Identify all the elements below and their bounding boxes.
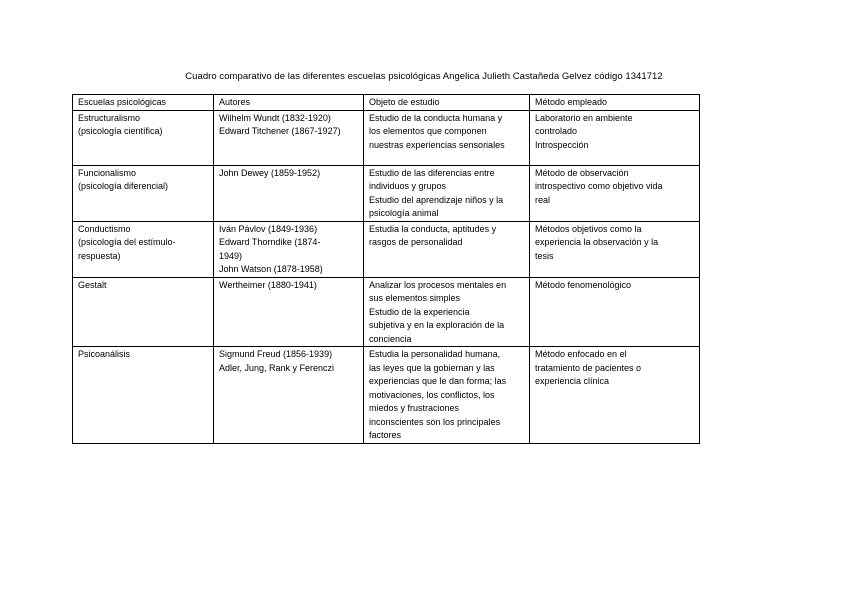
cell-line: Psicoanálisis <box>78 349 131 359</box>
cell-method <box>530 347 700 444</box>
cell-line: experiencia clínica <box>535 376 610 386</box>
cell-school <box>73 165 214 221</box>
comparison-table <box>72 94 700 444</box>
cell-school <box>73 277 214 347</box>
cell-line: Estudio de la conducta humana y <box>369 112 503 123</box>
cell-line: las leyes que la gobiernan y las <box>369 362 495 373</box>
cell-line: Estudio de la experiencia <box>369 306 470 317</box>
table-row <box>73 347 700 444</box>
header-cell-object <box>364 95 530 111</box>
table-row <box>73 110 700 165</box>
cell-line: Iván Pávlov (1849-1936) <box>219 223 318 234</box>
cell-line: introspectivo como objetivo vida <box>535 181 663 191</box>
cell-line: tratamiento de pacientes o <box>535 362 642 373</box>
cell-line: Método fenomenológico <box>535 279 632 290</box>
cell-line: Estudia la conducta, aptitudes y <box>369 223 497 234</box>
cell-line: Gestalt <box>78 279 107 290</box>
cell-line: psicología animal <box>369 208 439 218</box>
cell-line: Introspección <box>535 139 589 150</box>
cell-line: subjetiva y en la exploración de la <box>369 320 505 330</box>
cell-authors <box>214 347 364 444</box>
cell-school <box>73 110 214 165</box>
cell-line: Funcionalismo <box>78 167 137 178</box>
table-row <box>73 277 700 347</box>
cell-object <box>364 165 530 221</box>
cell-object <box>364 277 530 347</box>
cell-line: experiencias que le dan forma; las <box>369 376 507 386</box>
cell-line: los elementos que componen <box>369 126 487 136</box>
cell-line: (psicología del estímulo- <box>78 237 176 247</box>
cell-line: John Watson (1878-1958) <box>219 264 323 274</box>
cell-line: John Dewey (1859-1952) <box>219 167 321 178</box>
cell-line: Edward Thorndike (1874- <box>219 237 321 247</box>
cell-line: Wilhelm Wundt (1832-1920) <box>219 112 331 123</box>
cell-line: Laboratorio en ambiente <box>535 112 633 123</box>
cell-line: Métodos objetivos como la <box>535 223 642 234</box>
cell-line: real <box>535 194 551 205</box>
cell-line: individuos y grupos <box>369 181 447 191</box>
cell-line: miedos y frustraciones <box>369 403 460 413</box>
cell-line: Método enfocado en el <box>535 349 627 359</box>
cell-object <box>364 221 530 277</box>
cell-method <box>530 110 700 165</box>
cell-line: Método de observación <box>535 167 629 178</box>
cell-object <box>364 110 530 165</box>
cell-school <box>73 347 214 444</box>
cell-line: tesis <box>535 250 554 261</box>
header-label: Objeto de estudio <box>369 97 440 107</box>
cell-line: Conductismo <box>78 223 131 234</box>
cell-authors <box>214 277 364 347</box>
cell-authors <box>214 165 364 221</box>
table-header-row <box>73 95 700 111</box>
cell-line: Sigmund Freud (1856-1939) <box>219 349 333 359</box>
cell-line: Edward Titchener (1867-1927) <box>219 126 341 136</box>
cell-line: controlado <box>535 126 578 136</box>
header-cell-authors <box>214 95 364 111</box>
cell-line: sus elementos simples <box>369 293 461 303</box>
header-cell-method <box>530 95 700 111</box>
cell-line: motivaciones, los conflictos, los <box>369 389 495 400</box>
cell-line: Estudia la personalidad humana, <box>369 349 501 359</box>
cell-line: (psicología diferencial) <box>78 181 169 191</box>
cell-school <box>73 221 214 277</box>
table-row <box>73 165 700 221</box>
cell-line: Estudio del aprendizaje niños y la <box>369 194 504 205</box>
cell-method <box>530 277 700 347</box>
header-label: Método empleado <box>535 97 608 107</box>
header-label: Autores <box>219 97 251 107</box>
cell-method <box>530 221 700 277</box>
cell-line: (psicología científica) <box>78 126 163 136</box>
cell-line: Estudio de las diferencias entre <box>369 167 495 178</box>
document-title: Cuadro comparativo de las diferentes escuelas psicológicas Angelica Julieth Castañeda Gelvez código 1341712 <box>185 71 663 82</box>
cell-authors <box>214 110 364 165</box>
header-label: Escuelas psicológicas <box>78 97 167 107</box>
cell-line: experiencia la observación y la <box>535 237 659 247</box>
cell-line: Wertheimer (1880-1941) <box>219 279 317 290</box>
cell-authors <box>214 221 364 277</box>
cell-line: nuestras experiencias sensoriales <box>369 139 505 150</box>
cell-line: inconscientes son los principales <box>369 416 501 427</box>
cell-line: 1949) <box>219 250 243 261</box>
cell-line: rasgos de personalidad <box>369 237 463 247</box>
cell-object <box>364 347 530 444</box>
cell-line: conciencia <box>369 333 412 344</box>
cell-line: Adler, Jung, Rank y Ferenczi <box>219 362 335 373</box>
header-cell-schools <box>73 95 214 111</box>
cell-line: factores <box>369 430 402 440</box>
table-row <box>73 221 700 277</box>
cell-line: respuesta) <box>78 250 121 261</box>
cell-line: Estructuralismo <box>78 112 141 123</box>
cell-line: Analizar los procesos mentales en <box>369 279 507 290</box>
cell-method <box>530 165 700 221</box>
